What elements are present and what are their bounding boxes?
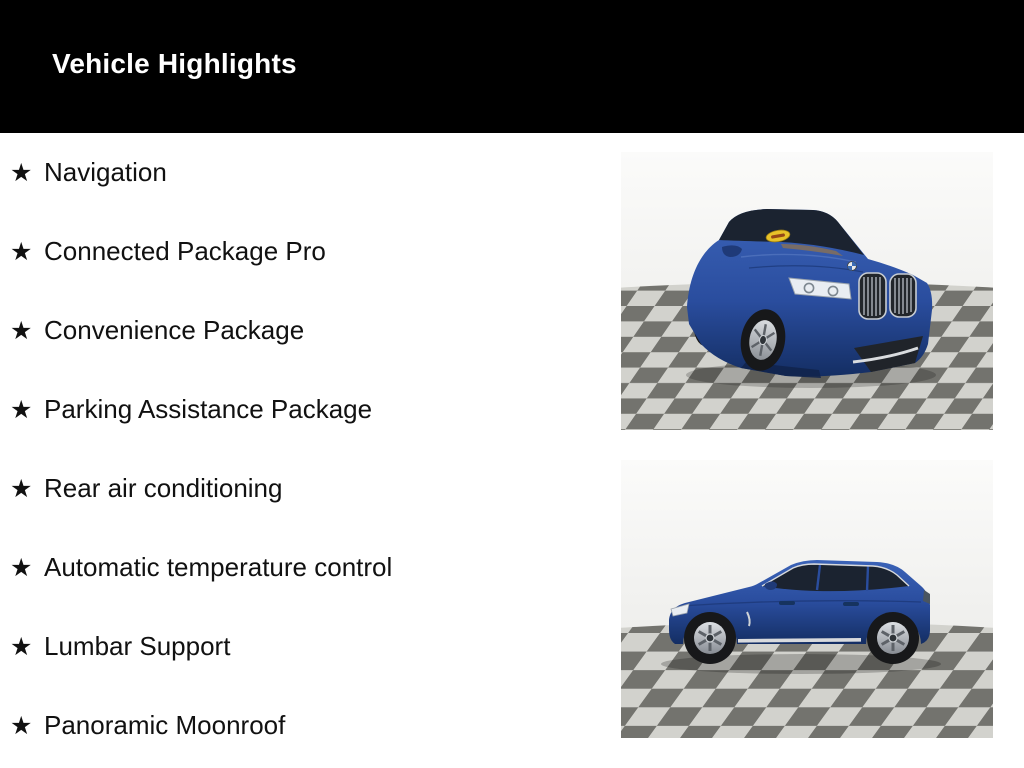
vehicle-photo-side: [621, 460, 993, 738]
list-item: [10, 607, 600, 686]
list-item: [10, 449, 600, 528]
star-icon: ★: [10, 395, 33, 424]
header-bar: [0, 0, 1024, 133]
list-item: [10, 291, 600, 370]
bmw-roundel-icon: [848, 262, 857, 271]
star-icon: ★: [10, 711, 33, 740]
feature-list: [10, 133, 600, 765]
star-icon: ★: [10, 316, 33, 345]
list-item: [10, 528, 600, 607]
vehicle-photo-front: [621, 152, 993, 430]
star-icon: ★: [10, 474, 33, 503]
door-handle: [779, 601, 795, 605]
feature-label: Convenience Package: [44, 315, 305, 345]
feature-label: Automatic temperature control: [44, 552, 393, 582]
feature-label: Connected Package Pro: [44, 236, 326, 266]
feature-label: Panoramic Moonroof: [44, 710, 286, 740]
feature-label: Rear air conditioning: [44, 473, 283, 503]
front-wheel: [684, 612, 736, 664]
feature-label: Lumbar Support: [44, 631, 231, 661]
list-item: [10, 686, 600, 765]
feature-label: Navigation: [44, 157, 167, 187]
star-icon: ★: [10, 632, 33, 661]
star-icon: ★: [10, 553, 33, 582]
star-icon: ★: [10, 237, 33, 266]
door-handle: [843, 602, 859, 606]
page-title: Vehicle Highlights: [52, 48, 297, 79]
rear-wheel: [867, 612, 919, 664]
list-item: [10, 370, 600, 449]
star-icon: ★: [10, 158, 33, 187]
feature-label: Parking Assistance Package: [44, 394, 373, 424]
list-item: [10, 133, 600, 212]
list-item: [10, 212, 600, 291]
